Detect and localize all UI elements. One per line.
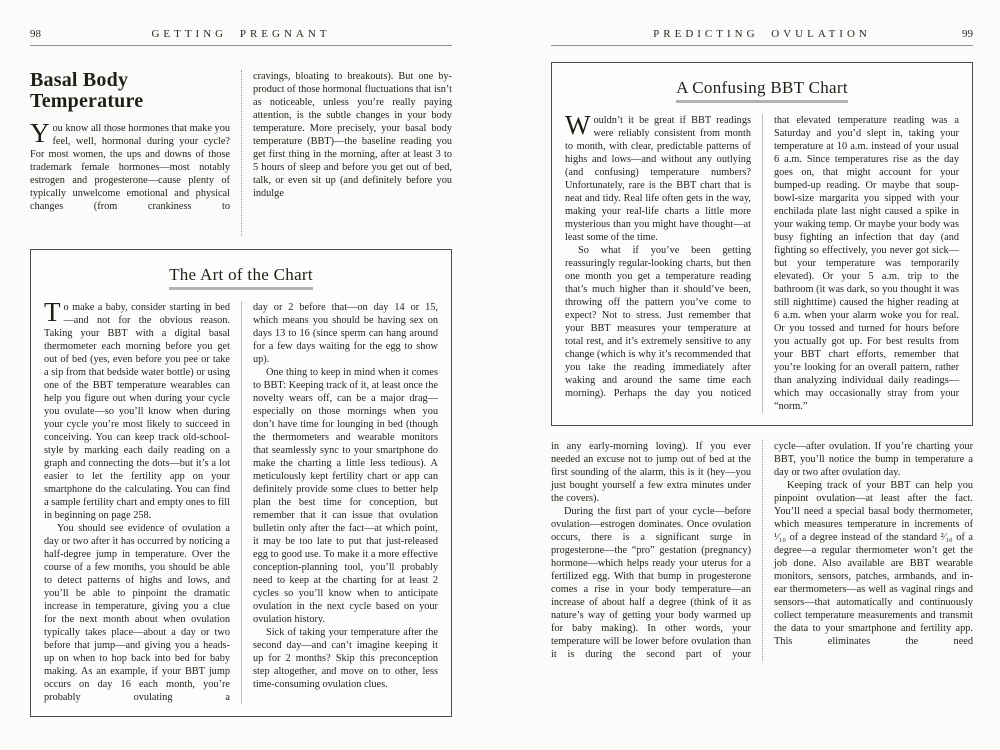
box-col1-p1-text: ouldn’t it be great if BBT readings were reliably consistent from month to month, with clear, predictable patterns of highs and lows—and without any outlying (and confusing) temperature numbers? Unfortunately, rare is the BBT chart that is neat and tidy. Real life often gets in the way, making your real-life charts a little more mysterious than you might have thought—at least some of the time. [565, 115, 751, 243]
dropcap-t: T [44, 297, 61, 327]
body-text-section [551, 440, 973, 661]
box-column-2 [762, 114, 959, 413]
article-col1-text: ou know all those hormones that make you feel, well, hormonal during your cycle? For most women, the ups and downs of those trademark female hormones—most notably estrogen and progesterone—cause plenty of typically unwelcome emotional and physical changes (from crankiness to [30, 123, 230, 212]
box-col1-p2-text: So what if you’ve been getting reassuringly regular-looking charts, but then one month you get a temperature reading that’s much higher than it should’ve been, throwing off the pattern you’ve come to expect? Not to stress. Just remember that your BBT measures your temperature at total rest, and it’s extremely sensitive to any change (which is why it’s recommended that you take the reading immediately after waking and around the same time each morning). Perhaps the day you noticed [565, 245, 751, 399]
box-title-text: A Confusing BBT Chart [676, 78, 848, 103]
article-title-line1: Basal Body [30, 69, 129, 91]
box-col1-p1-text: o make a baby, consider starting in bed—and not for the obvious reason. Taking your BBT with a digital basal thermometer each morning before you get out of bed (yes, even before you pee or take a sip from that bedside water bottle) or using one of the BBT temperature wearables can help you figure out when during your cycle you ovulate—so you’ll know when during your cycle you’re most likely to succeed in conceiving. You can keep track old-school-style by marking each daily reading on a graph and connecting the dots—but it’s a lot easier to let the fertility app on your smartphone do the calculating. You can find a sample fertility chart and empty ones to fill in beginning on page 258. [44, 302, 230, 521]
box-column-1 [565, 110, 762, 413]
box-columns [44, 297, 438, 704]
page-left [30, 28, 452, 717]
body-col1-p2-text: During the first part of your cycle—before ovulation—estrogen dominates. Once ovulation occurs, there is a significant surge in progesterone—the “pro” gestation (pregnancy) hormone—which helps ready your uterus for a fertilized egg. With that bump in progesterone comes a rise in your body temperature—an increase of about half a degree (think of it as nature’s way of getting your body warmed up for baby making). In other words, your temperature will be lower before ovulation than it is during the second part of your [551, 506, 751, 660]
dropcap-y: Y [30, 118, 50, 148]
body-col2-p2-text: Keeping track of your BBT can help you pinpoint ovulation—at least after the fact. You’ll need a special basal body thermometer, which measures temperature in increments of ¹⁄₁₀ of a degree instead of the standard ²⁄₁₀ of a degree—a regular thermometer won’t get the job done. Also available are BBT wearable monitors, sensors, patches, armbands, and in-ear thermometers—as well as vaginal rings and sensors—that automatically and continuously collect temperature measurements and transmit the data to your smartphone and fertility app. This eliminates the need [774, 480, 973, 647]
feature-box-confusing-bbt-chart [551, 62, 973, 426]
article-column-1 [30, 70, 241, 236]
box-col2-p1-text: that elevated temperature reading was a Saturday and you’d slept in, taking your temperature at 10 a.m. instead of your usual 6 a.m. Since temperatures rise as the day goes on, that might account for your bumped-up reading. Or maybe that soup-bowl-size margarita you sipped with your enchilada plate last night caused a spike in your waking temp. Or maybe your body was busy fighting an infection that day (and fighting so effectively, you never got sick—but your temperature was temporarily elevated). Or your 5 a.m. trip to the bathroom (it was dark, so you thought it was still nighttime) caused the higher reading at 6 a.m. when your alarm woke you for real. Or you tossed and turned for hours before you actually got up. For best results from your BBT chart efforts, remember that you’re looking for an overall pattern, rather than analyzing individual daily readings—which may occasionally stray from your “norm.” [774, 115, 959, 412]
page-right [551, 28, 973, 661]
body-col1-p1-text: in any early-morning loving). If you ever needed an excuse not to jump out of bed at the first sounding of the alarm, this is it (hey—you just bought yourself a few extra minutes under the covers). [551, 441, 751, 504]
dropcap-w: W [565, 110, 591, 140]
feature-box-art-of-the-chart [30, 249, 452, 717]
box-col2-p3-text: Sick of taking your temperature after the second day—and can’t imagine keeping it up for 2 months? Skip this preconception step altogether, and move on to other, less time-consuming ovulation clues. [253, 627, 438, 690]
box-title [565, 73, 959, 103]
article-title [30, 70, 230, 112]
box-col2-p2-text: One thing to keep in mind when it comes to BBT: Keeping track of it, at least once the novelty wears off, can be a major drag—especially on those mornings when you don’t have time for lounging in bed (though the thermometers and wearable monitors that seamlessly sync to your smartphone do make the charting a little less tedious). A meticulously kept fertility chart or app can definitely provide some clues to better help plan the best time for conception, but remember that it can issue that ovulation bulletin only after the fact—at which point, it may be too late to put that just-released egg to good use. To make it a more effective conception-planning tool, you’ll probably need to keep at the charting for at least 2 cycles so you’ll know when to anticipate ovulation in the next cycle based on your ovulation history. [253, 367, 438, 625]
page-number: 98 [30, 28, 41, 40]
body-column-2 [762, 440, 973, 661]
running-head: GETTING PREGNANT [151, 28, 331, 40]
article-paragraph [30, 118, 230, 213]
box-paragraph [44, 297, 230, 522]
box-col1-p2-text: You should see evidence of ovulation a day or two after it has occurred by noticing a half-degree jump in temperature. Over the course of a few months, you should be able to detect patterns of highs and lows, and you’ll be able to pinpoint the dramatic increase in temperature, giving you a clue for the next month about when ovulation typically takes place—about a day or two before that jump—and giving you a heads-up on when to hop back into bed for baby making. As an example, if your BBT jump occurs on day 16 each month, you’re probably ovulating a [44, 523, 230, 703]
body-col2-p1-text: cycle—after ovulation. If you’re charting your BBT, you’ll notice the bump in temperature a day or two after ovulation day. [774, 441, 973, 478]
page-number: 99 [962, 28, 973, 40]
box-column-1 [44, 297, 241, 704]
article-basal-body-temperature [30, 70, 452, 236]
page-header-left [30, 28, 452, 46]
box-paragraph [565, 110, 751, 244]
article-column-2 [241, 70, 452, 236]
page-header-right [551, 28, 973, 46]
box-column-2 [241, 301, 438, 704]
body-column-1 [551, 440, 762, 661]
box-title [44, 260, 438, 290]
box-col2-p1-text: day or 2 before that—on day 14 or 15, which means you should be having sex on days 13 to 16 (since sperm can hang around for a few days waiting for the egg to show up). [253, 302, 438, 365]
article-title-line2: Temperature [30, 90, 144, 112]
article-col2-text: cravings, bloating to breakouts). But one by-product of those hormonal fluctuations that isn’t as noticeable, unless you’re really paying attention, is the subtle changes in your body temperature. More precisely, your basal body temperature (BBT)—the baseline reading you get first thing in the morning, after at least 3 to 5 hours of sleep and before you get out of bed, talk, or even sit up (and definitely before you indulge [253, 71, 452, 199]
box-columns [565, 110, 959, 413]
running-head: PREDICTING OVULATION [653, 28, 871, 40]
box-title-text: The Art of the Chart [169, 265, 313, 290]
